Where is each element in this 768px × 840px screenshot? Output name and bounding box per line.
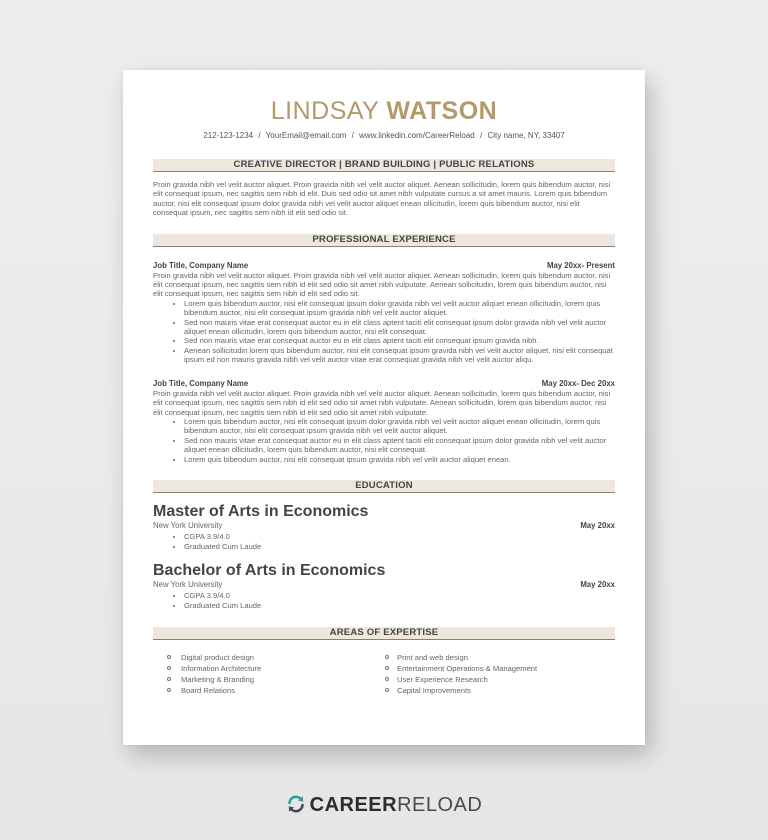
contact-phone: 212-123-1234	[203, 131, 254, 140]
headline-bar: CREATIVE DIRECTOR | BRAND BUILDING | PUBLIC RELATIONS	[153, 159, 615, 172]
edu-bullet: • Graduated Cum Laude	[184, 542, 615, 552]
job-title: Job Title, Company Name	[153, 378, 249, 388]
contact-email: YourEmail@email.com	[265, 131, 347, 140]
job-bullet: • Sed non mauris vitae erat consequat auctor eu in elit class aptent taciti elit consequat ipsum gravida nibh.	[184, 336, 615, 345]
job-dates: May 20xx- Present	[546, 260, 615, 270]
job-dates: May 20xx- Dec 20xx	[541, 378, 615, 388]
edu-bullets	[153, 532, 615, 552]
edu-bullet: • CGPA 3.9/4.0	[184, 532, 615, 542]
contact-separator: /	[351, 131, 354, 140]
first-name: LINDSAY	[270, 97, 379, 125]
summary-paragraph: Proin gravida nibh vel velit auctor aliquet. Proin gravida nibh vel velit auctor aliquet. Aenean sollicitudin, lorem quis bibendum auctor, nisi elit consequat ipsum, nec sagittis sem nibh id elit. Duis sed odio sit amet nibh vulputate cursus a sit amet mauris. Lorem quis bibendum auctor, nisi elit consequat ipsum dolor gravida nibh vel velit auctor aliquet enean ollicitudin, lorem quis bibendum auctor, nisi elit consequat ipsum, nec sagittis sem nibh id elit sed odio sit.	[153, 180, 611, 218]
education-heading: EDUCATION	[153, 480, 615, 493]
edu-bullet: • CGPA 3.9/4.0	[184, 591, 615, 601]
expertise-item: User Experience Research	[384, 674, 615, 685]
last-name: WATSON	[386, 97, 498, 125]
expertise-list	[153, 652, 615, 696]
expertise-item: Board Relations	[153, 685, 384, 696]
job-bullet: • Aenean sollicitudin lorem quis bibendum auctor, nisi elit consequat ipsum gravida nibh vel velit auctor aliquet, nisi elit consequat ipsum ed non mauris gravida nibh vel velit auctor vitae erat consequat gravida nibh vel velit auctor aliqu.	[184, 346, 615, 365]
edu-school-row	[153, 521, 615, 531]
contact-separator: /	[479, 131, 483, 140]
contact-address: City name, NY, 33407	[487, 131, 565, 140]
job-bullets	[153, 417, 615, 464]
job-entry	[153, 379, 615, 464]
experience-heading: PROFESSIONAL EXPERIENCE	[153, 234, 615, 247]
edu-date: May 20xx	[580, 520, 615, 530]
expertise-column-right	[384, 652, 615, 696]
job-description: Proin gravida nibh vel velit auctor aliquet. Proin gravida nibh vel velit auctor aliquet. Aenean sollicitudin, lorem quis bibendum auctor, nisi elit consequat ipsum, nec sagittis sem nibh id elit sed odio sit amet nibh vulputate. Aenean sollicitudin, lorem quis bibendum auctor, nisi elit consequat ipsum, nec sagittis sem nibh id elit sed odio sit amet nibh vulputate.	[153, 388, 611, 417]
expertise-item: Capital Improvements	[384, 685, 615, 696]
resume-name	[153, 96, 615, 126]
expertise-item: Information Architecture	[153, 663, 384, 674]
expertise-item: Marketing & Branding	[153, 674, 384, 685]
contact-linkedin: www.linkedin.com/CareerReload	[359, 131, 475, 140]
job-title: Job Title, Company Name	[153, 260, 249, 270]
contact-line	[153, 131, 615, 143]
job-header	[153, 261, 615, 271]
edu-school-row	[153, 580, 615, 590]
brand-part-career: CAREER	[309, 794, 398, 816]
expertise-heading: AREAS OF EXPERTISE	[153, 627, 615, 640]
edu-school: New York University	[153, 579, 223, 589]
refresh-arrows-icon	[286, 794, 306, 814]
expertise-item: Digital product design	[153, 652, 384, 663]
job-entry	[153, 261, 615, 365]
job-bullet: • Lorem quis bibendum auctor, nisi elit consequat ipsum gravida nibh vel velit auctor aliquet enean.	[184, 455, 615, 464]
edu-date: May 20xx	[580, 579, 615, 589]
job-bullet: • Lorem quis bibendum auctor, nisi elit consequat ipsum dolor gravida nibh vel velit auctor aliquet enean ollicitudin, lorem quis bibendum auctor, nisi elit consequat ipsum gravida nibh vel velit auctor aliquet.	[184, 417, 615, 436]
resume-page	[123, 70, 645, 745]
expertise-item: Entertainment Operations & Management	[384, 663, 615, 674]
education-entry	[153, 562, 615, 611]
job-header	[153, 379, 615, 389]
edu-school: New York University	[153, 520, 223, 530]
brand-part-reload: RELOAD	[397, 794, 483, 816]
job-bullet: • Sed non mauris vitae erat consequat auctor eu in elit class aptent taciti elit consequat ipsum dolor gravida nibh vel velit auctor aliquet enean ollicitudin, lorem quis bibendum auctor, nisi elit consequat.	[184, 436, 615, 455]
expertise-column-left	[153, 652, 384, 696]
contact-separator: /	[258, 131, 261, 140]
job-description: Proin gravida nibh vel velit auctor aliquet. Proin gravida nibh vel velit auctor aliquet. Aenean sollicitudin, lorem quis bibendum auctor, nisi elit consequat ipsum, nec sagittis sem nibh id elit sed odio sit amet nibh vulputate. Aenean sollicitudin, lorem quis bibendum auctor, nisi elit consequat ipsum, nec sagittis sem nibh id elit sed odio sit.	[153, 270, 611, 299]
edu-degree: Master of Arts in Economics	[153, 502, 369, 520]
edu-bullet: • Graduated Cum Laude	[184, 601, 615, 611]
careerreload-logo	[0, 792, 768, 818]
expertise-item: Print and web design	[384, 652, 615, 663]
education-entry	[153, 503, 615, 552]
edu-degree: Bachelor of Arts in Economics	[153, 561, 386, 579]
job-bullet: • Sed non mauris vitae erat consequat auctor eu in elit class aptent taciti elit consequat ipsum dolor gravida nibh vel velit auctor aliquet enean ollicitudin, lorem quis bibendum auctor, nisi elit consequat.	[184, 318, 615, 337]
job-bullet: • Lorem quis bibendum auctor, nisi elit consequat ipsum dolor gravida nibh vel velit auctor aliquet enean ollicitudin, lorem quis bibendum auctor, nisi elit consequat ipsum gravida nibh vel velit auctor aliquet.	[184, 299, 615, 318]
job-bullets	[153, 299, 615, 365]
edu-bullets	[153, 591, 615, 611]
